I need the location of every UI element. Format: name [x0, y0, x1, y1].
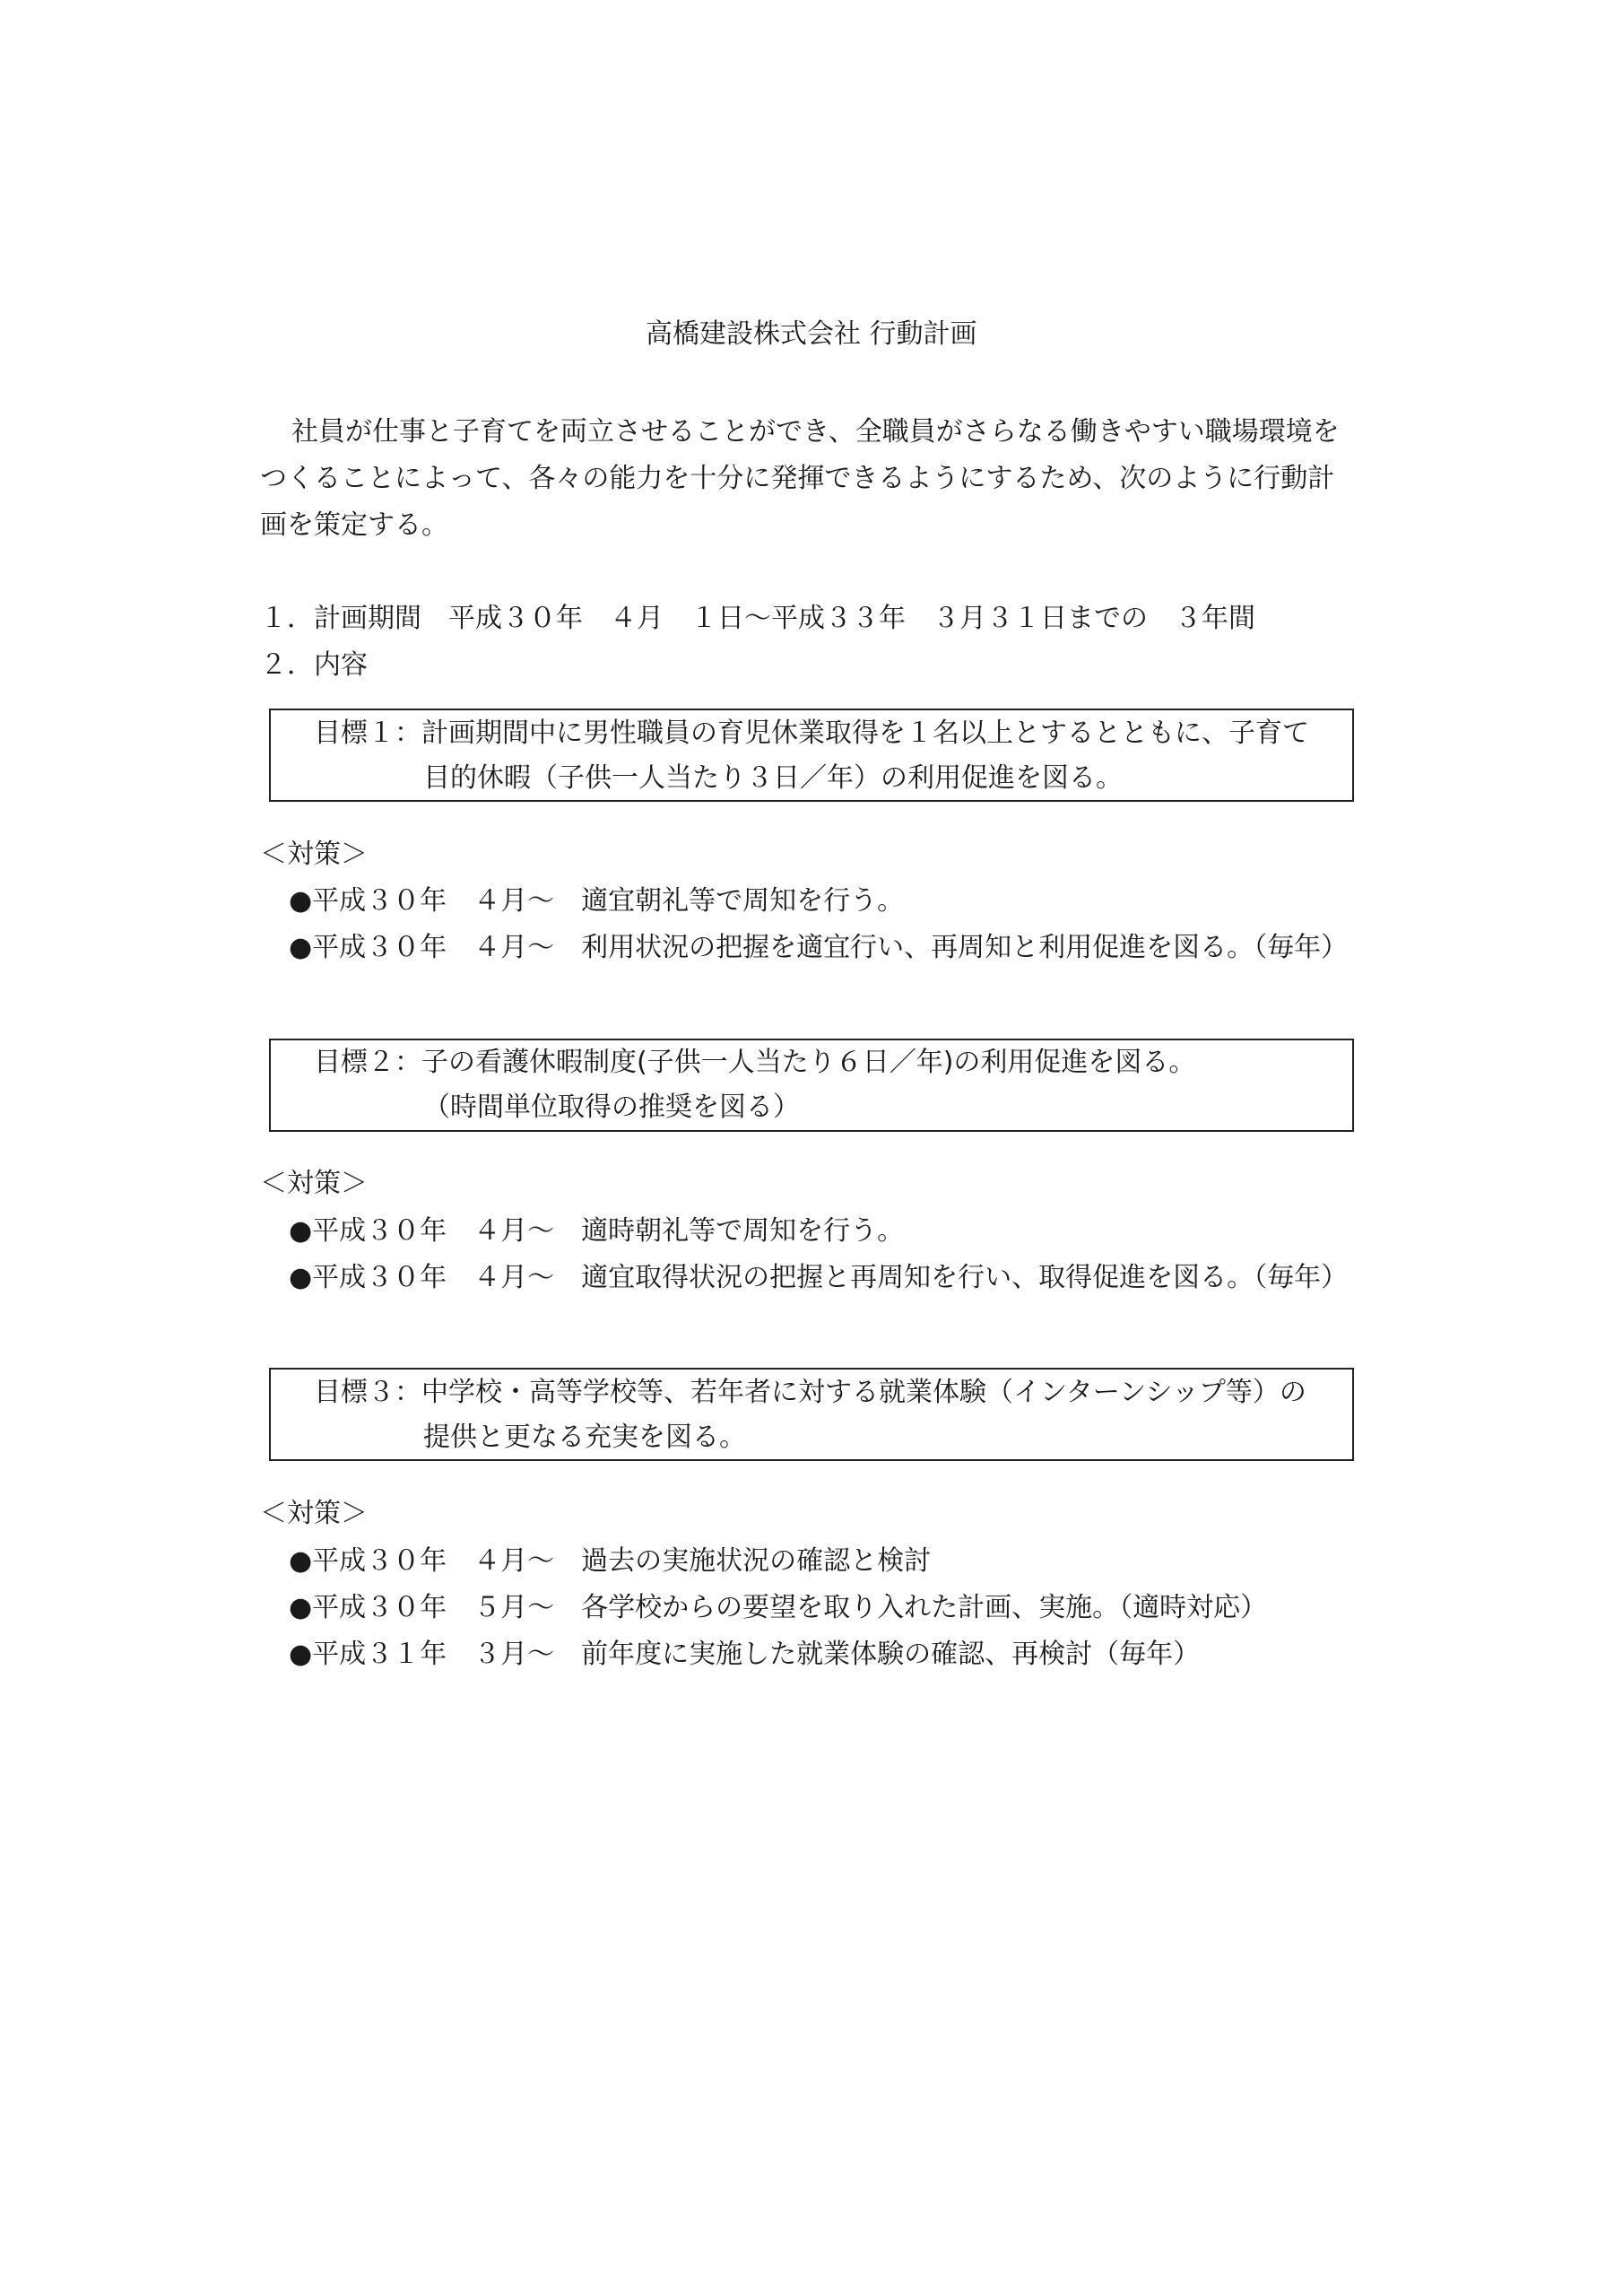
goal-3-line-1: 目標３：中学校・高等学校等、若年者に対する就業体験（インターンシップ等）の	[314, 1377, 1306, 1408]
goal-3-measures-heading: ＜対策＞	[260, 1498, 368, 1529]
goal-2-line-2: （時間単位取得の推奨を図る）	[423, 1091, 800, 1123]
goal-3-measure-2: ●平成３０年 ５月～ 各学校からの要望を取り入れた計画、実施。（適時対応）	[289, 1592, 1268, 1623]
goal-3-measure-3: ●平成３１年 ３月～ 前年度に実施した就業体験の確認、再検討（毎年）	[289, 1639, 1201, 1670]
goal-3-line-2: 提供と更なる充実を図る。	[423, 1422, 746, 1453]
contents-heading: ２．内容	[260, 649, 368, 681]
plan-period: １．計画期間 平成３０年 ４月 １日～平成３３年 ３月３１日までの ３年間	[260, 603, 1255, 634]
goal-2-measures-heading: ＜対策＞	[260, 1168, 368, 1199]
goal-1-measures-heading: ＜対策＞	[260, 839, 368, 870]
goal-1-line-1: 目標１：計画期間中に男性職員の育児休業取得を１名以上とするとともに、子育て	[314, 718, 1309, 749]
goal-1-measure-1: ●平成３０年 ４月～ 適宜朝礼等で周知を行う。	[289, 885, 905, 917]
intro-line-2: つくることによって、各々の能力を十分に発揮できるようにするため、次のように行動計	[260, 463, 1335, 494]
goal-2-measure-2: ●平成３０年 ４月～ 適宜取得状況の把握と再周知を行い、取得促進を図る。（毎年）	[289, 1262, 1349, 1293]
intro-line-1: 社員が仕事と子育てを両立させることができ、全職員がさらなる働きやすい職場環境を	[291, 416, 1340, 448]
intro-line-3: 画を策定する。	[260, 509, 448, 541]
goal-2-measure-1: ●平成３０年 ４月～ 適時朝礼等で周知を行う。	[289, 1215, 905, 1247]
goal-1-line-2: 目的休暇（子供一人当たり３日／年）の利用促進を図る。	[423, 762, 1123, 794]
goal-2-line-1: 目標２：子の看護休暇制度(子供一人当たり６日／年)の利用促進を図る。	[314, 1047, 1196, 1078]
goal-3-measure-1: ●平成３０年 ４月～ 過去の実施状況の確認と検討	[289, 1545, 932, 1577]
goal-1-measure-2: ●平成３０年 ４月～ 利用状況の把握を適宜行い、再周知と利用促進を図る。（毎年）	[289, 932, 1349, 963]
document-title: 高橋建設株式会社 行動計画	[646, 318, 977, 350]
